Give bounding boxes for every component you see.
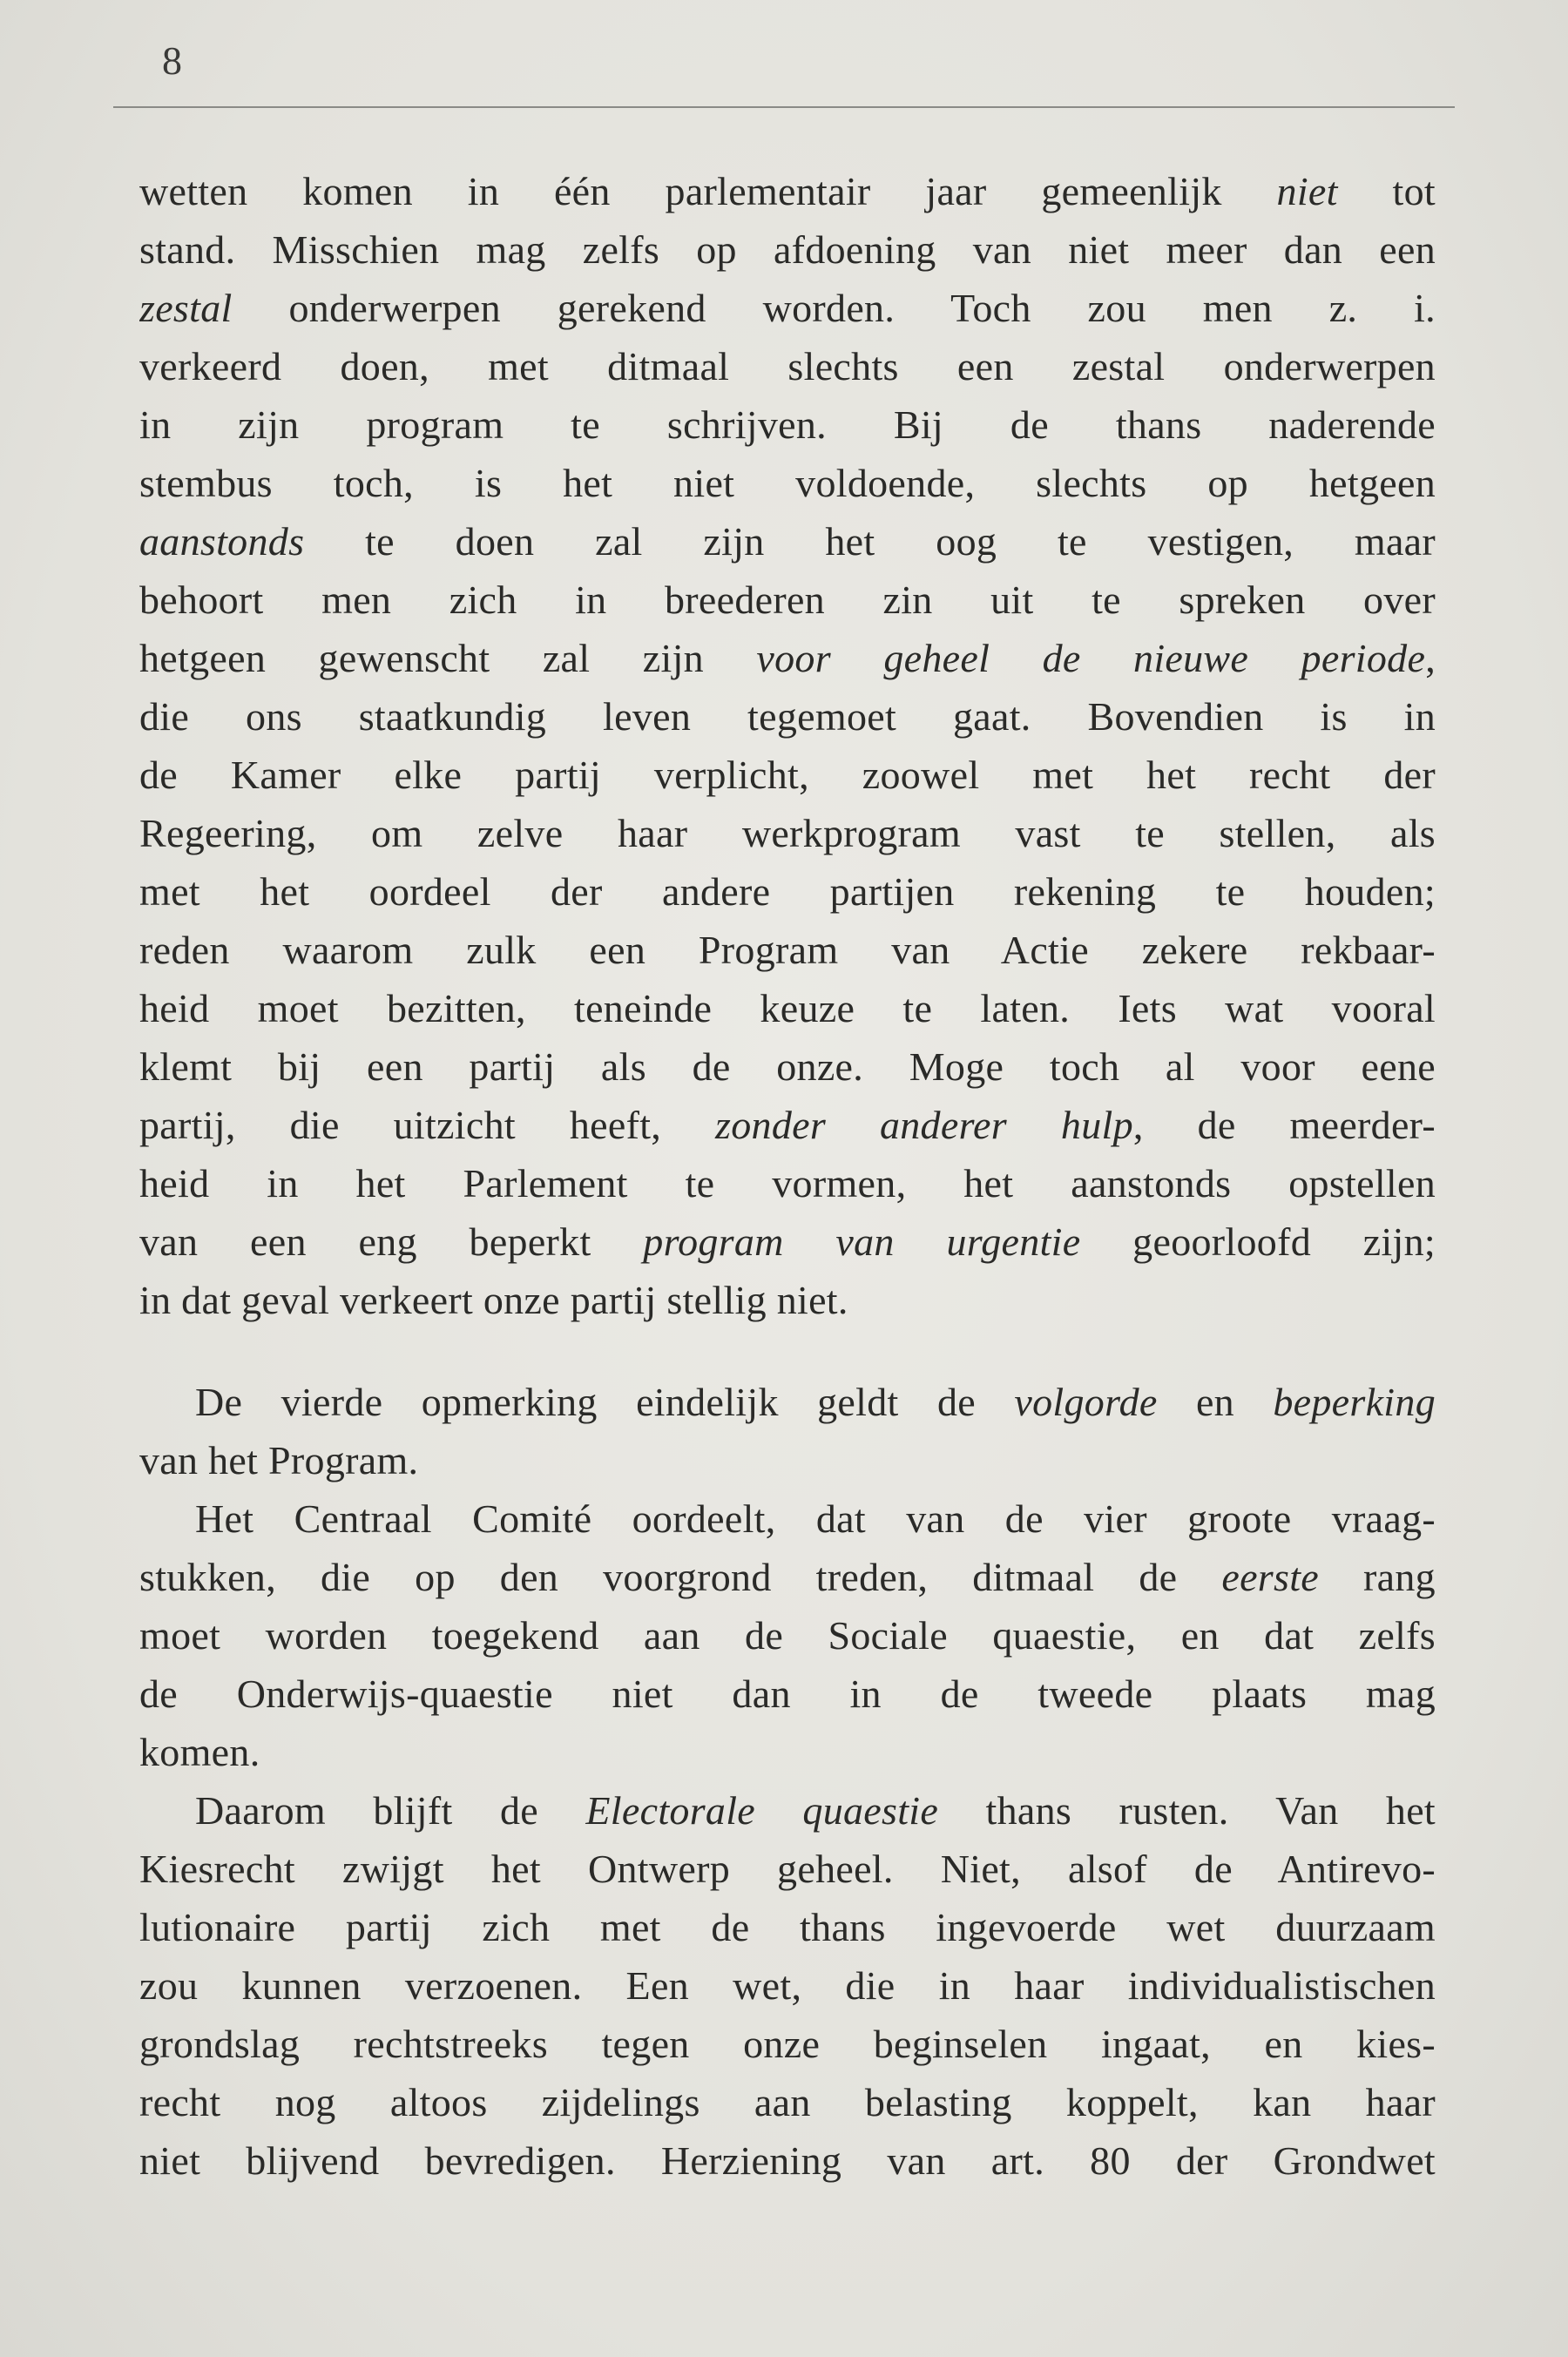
text-line: van een eng beperkt program van urgentie geoorloofd zijn;: [139, 1219, 1436, 1264]
text-line: van het Program.: [139, 1438, 419, 1482]
text-line: Kiesrecht zwijgt het Ontwerp geheel. Niet, alsof de Antirevo-: [139, 1847, 1436, 1891]
paragraph-gap: [139, 1329, 1436, 1373]
text-line: met het oordeel der andere partijen rekening te houden;: [139, 869, 1436, 914]
emphasis-text: niet: [1276, 169, 1338, 213]
text-line: behoort men zich in breederen zin uit te spreken over: [139, 577, 1436, 622]
text-line: de Kamer elke partij verplicht, zoowel met het recht der: [139, 753, 1436, 797]
text-line: Daarom blijft de Electorale quaestie thans rusten. Van het: [195, 1788, 1436, 1833]
text-line: grondslag rechtstreeks tegen onze beginselen ingaat, en kies-: [139, 2022, 1436, 2066]
header-rule: [113, 106, 1455, 108]
text-line: heid moet bezitten, teneinde keuze te laten. Iets wat vooral: [139, 986, 1436, 1030]
body-text: [139, 162, 1436, 2190]
text-line: die ons staatkundig leven tegemoet gaat. Bovendien is in: [139, 694, 1436, 739]
text-line: moet worden toegekend aan de Sociale quaestie, en dat zelfs: [139, 1613, 1436, 1658]
text-line: zou kunnen verzoenen. Een wet, die in haar individualistischen: [139, 1963, 1436, 2008]
text-line: zestal onderwerpen gerekend worden. Toch zou men z. i.: [139, 286, 1436, 330]
text-line: stukken, die op den voorgrond treden, ditmaal de eerste rang: [139, 1555, 1436, 1599]
emphasis-text: program van urgentie: [643, 1219, 1081, 1264]
page-number: 8: [162, 38, 182, 83]
text-line: in zijn program te schrijven. Bij de thans naderende: [139, 402, 1436, 447]
emphasis-text: beperking: [1273, 1380, 1436, 1424]
text-line: komen.: [139, 1730, 260, 1774]
text-line: De vierde opmerking eindelijk geldt de volgorde en beperking: [195, 1380, 1436, 1424]
emphasis-text: eerste: [1221, 1555, 1320, 1599]
text-line: Regeering, om zelve haar werkprogram vast te stellen, als: [139, 811, 1436, 855]
text-line: recht nog altoos zijdelings aan belasting koppelt, kan haar: [139, 2080, 1436, 2124]
text-line: partij, die uitzicht heeft, zonder anderer hulp, de meerder-: [139, 1103, 1436, 1147]
emphasis-text: Electorale quaestie: [585, 1788, 939, 1833]
emphasis-text: aanstonds: [139, 519, 305, 564]
emphasis-text: volgorde: [1014, 1380, 1158, 1424]
text-line: de Onderwijs-quaestie niet dan in de tweede plaats mag: [139, 1672, 1436, 1716]
text-line: lutionaire partij zich met de thans ingevoerde wet duurzaam: [139, 1905, 1436, 1949]
text-line: hetgeen gewenscht zal zijn voor geheel de nieuwe periode,: [139, 636, 1436, 680]
text-line: verkeerd doen, met ditmaal slechts een zestal onderwerpen: [139, 344, 1436, 388]
text-line: stembus toch, is het niet voldoende, slechts op hetgeen: [139, 461, 1436, 505]
text-line: niet blijvend bevredigen. Herziening van art. 80 der Grondwet: [139, 2138, 1436, 2183]
emphasis-text: zonder anderer hulp: [715, 1103, 1133, 1147]
text-line: klemt bij een partij als de onze. Moge toch al voor eene: [139, 1044, 1436, 1089]
emphasis-text: zestal: [139, 286, 233, 330]
text-line: wetten komen in één parlementair jaar gemeenlijk niet tot: [139, 169, 1436, 213]
text-line: in dat geval verkeert onze partij stellig niet.: [139, 1278, 848, 1322]
text-line: aanstonds te doen zal zijn het oog te vestigen, maar: [139, 519, 1436, 564]
emphasis-text: voor geheel de nieuwe periode: [756, 636, 1426, 680]
text-line: heid in het Parlement te vormen, het aanstonds opstellen: [139, 1161, 1436, 1206]
text-line: Het Centraal Comité oordeelt, dat van de vier groote vraag-: [195, 1496, 1436, 1541]
text-line: reden waarom zulk een Program van Actie zekere rekbaar-: [139, 928, 1436, 972]
text-line: stand. Misschien mag zelfs op afdoening van niet meer dan een: [139, 227, 1436, 272]
